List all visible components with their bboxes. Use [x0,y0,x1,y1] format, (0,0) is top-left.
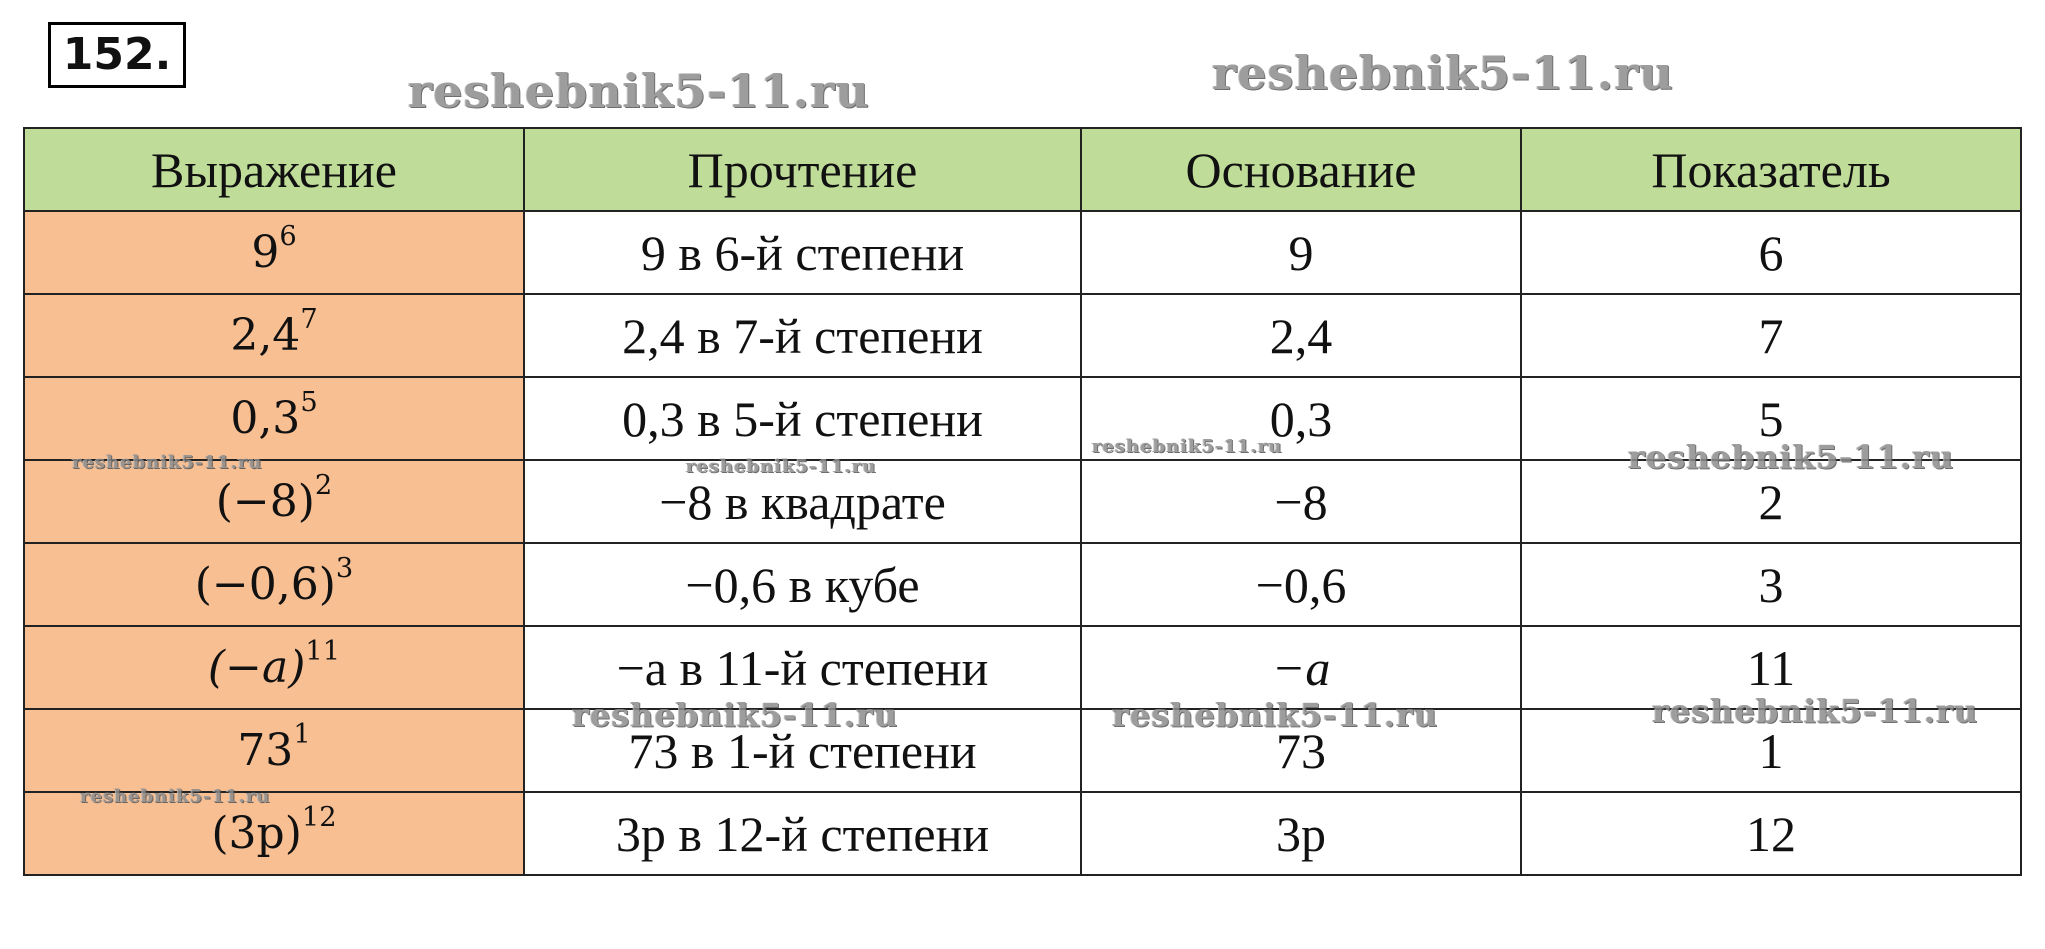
header-reading: Прочтение [524,128,1081,211]
watermark: reshebnik5-11.ru [1112,696,1439,734]
expression-base: (3p) [211,808,302,859]
expression-cell [24,543,524,626]
base-cell: 0,3 [1081,377,1521,460]
watermark: reshebnik5-11.ru [1212,46,1674,100]
watermark: reshebnik5-11.ru [80,786,271,807]
exponent-cell: 7 [1521,294,2021,377]
base-cell: 2,4 [1081,294,1521,377]
expression-cell [24,709,524,792]
expression-exponent: 3 [335,553,354,585]
base-cell: −8 [1081,460,1521,543]
expression-base: 2,4 [230,310,301,361]
watermark: reshebnik5-11.ru [1628,438,1955,476]
exponent-cell: 6 [1521,211,2021,294]
table-row [24,211,2021,294]
base-cell: 3p [1081,792,1521,875]
expression-exponent: 7 [300,304,318,336]
expression-base: (−0,6) [194,559,336,610]
reading-cell: 3p в 12-й степени [524,792,1081,875]
table-row [24,294,2021,377]
exponent-cell: 5 [1521,377,2021,460]
expression-cell [24,211,524,294]
table-header-row [24,128,2021,211]
expression-exponent: 6 [279,221,297,253]
expression-base: 0,3 [230,393,301,444]
watermark: reshebnik5-11.ru [72,452,263,473]
header-expression: Выражение [24,128,524,211]
header-base: Основание [1081,128,1521,211]
exponent-cell: 1 [1521,709,2021,792]
exponent-cell: 11 [1521,626,2021,709]
exponent-cell: 2 [1521,460,2021,543]
base-cell: 73 [1081,709,1521,792]
expression-exponent: 12 [301,802,337,834]
watermark: reshebnik5-11.ru [408,64,870,118]
expression-cell [24,294,524,377]
expression-exponent: 2 [314,470,333,502]
watermark: reshebnik5-11.ru [1092,436,1283,457]
expression-base: (−a) [207,642,306,693]
watermark: reshebnik5-11.ru [1652,692,1979,730]
expression-base: 73 [237,725,294,776]
watermark: reshebnik5-11.ru [686,456,877,477]
reading-cell: 2,4 в 7-й степени [524,294,1081,377]
reading-cell: 9 в 6-й степени [524,211,1081,294]
reading-cell: 73 в 1-й степени [524,709,1081,792]
reading-cell: −8 в квадрате [524,460,1081,543]
exponent-cell: 3 [1521,543,2021,626]
base-cell: −a [1081,626,1521,709]
expression-cell [24,626,524,709]
reading-cell: −0,6 в кубе [524,543,1081,626]
expression-exponent: 1 [293,719,311,751]
expression-exponent: 11 [305,636,341,668]
base-cell: 9 [1081,211,1521,294]
watermark: reshebnik5-11.ru [572,696,899,734]
expression-cell [24,377,524,460]
expression-base: (−8) [215,476,315,527]
expression-base: 9 [251,227,280,278]
expression-exponent: 5 [300,387,318,419]
reading-cell: −a в 11-й степени [524,626,1081,709]
header-exponent: Показатель [1521,128,2021,211]
problem-number: 152. [48,22,186,88]
exercise-table [23,127,2022,876]
table-row [24,543,2021,626]
table-row [24,792,2021,875]
base-cell: −0,6 [1081,543,1521,626]
reading-cell: 0,3 в 5-й степени [524,377,1081,460]
exponent-cell: 12 [1521,792,2021,875]
